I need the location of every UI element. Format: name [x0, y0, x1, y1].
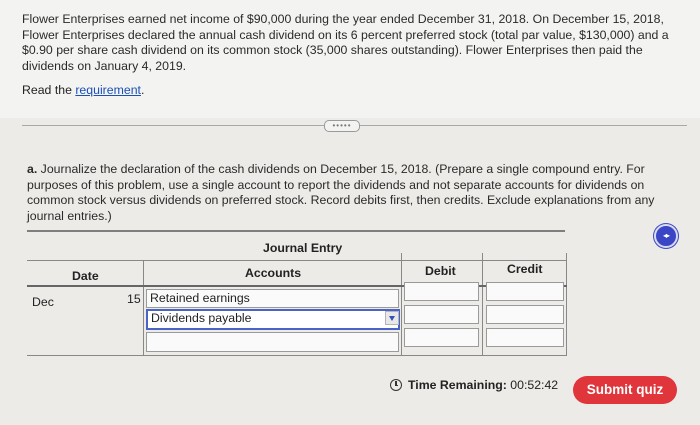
journal-bottom-rule — [27, 355, 567, 356]
column-divider — [482, 253, 483, 355]
header-date: Date — [72, 269, 99, 283]
nav-icon: ◂▸ — [662, 231, 670, 240]
column-divider — [566, 253, 567, 355]
requirement-link[interactable]: requirement — [75, 83, 141, 97]
debit-input-row1[interactable] — [404, 282, 479, 301]
time-remaining — [390, 378, 558, 392]
journal-title: Journal Entry — [263, 241, 343, 255]
credit-input-row3[interactable] — [486, 328, 564, 347]
credit-input-row1[interactable] — [486, 282, 564, 301]
expand-button[interactable]: ••••• — [324, 120, 360, 132]
read-prefix: Read the — [22, 83, 76, 97]
clock-icon — [390, 379, 402, 391]
column-divider — [143, 261, 144, 355]
timer-value: 00:52:42 — [510, 378, 559, 392]
account-input-row3[interactable] — [146, 332, 399, 352]
read-requirement — [22, 83, 144, 97]
header-debit: Debit — [425, 264, 456, 278]
credit-input-row2[interactable] — [486, 305, 564, 324]
instructions — [27, 162, 657, 224]
debit-input-row3[interactable] — [404, 328, 479, 347]
read-suffix: . — [140, 83, 145, 97]
instructions-underline — [27, 230, 565, 232]
account-select-row2[interactable]: Dividends payable — [146, 309, 400, 330]
date-day: 15 — [127, 292, 141, 306]
column-divider — [401, 253, 402, 355]
header-credit: Credit — [507, 262, 543, 276]
nav-button[interactable] — [654, 224, 678, 248]
journal-top-rule — [27, 260, 567, 261]
date-month: Dec — [32, 295, 54, 309]
timer-label: Time Remaining: — [408, 378, 511, 392]
debit-input-row2[interactable] — [404, 305, 479, 324]
part-label: a. — [27, 162, 38, 176]
problem-text: Flower Enterprises earned net income of $90,000 during the year ended December 31, 2018. On December 15, 2018, Flower Enterprises declared the annual cash dividend on its 6 percent preferred stock (total par value, $130,000) and a $0.90 per share cash dividend on its common stock (35,000 shares outstanding). Flower Enterprises then paid the dividends on January 4, 2019. — [22, 12, 669, 73]
header-accounts: Accounts — [245, 266, 302, 280]
chevron-down-icon[interactable] — [385, 311, 399, 325]
submit-quiz-button[interactable]: Submit quiz — [573, 376, 677, 404]
account-input-row1[interactable]: Retained earnings — [146, 289, 399, 308]
instructions-text: Journalize the declaration of the cash dividends on December 15, 2018. (Prepare a single compound entry. For purposes of this problem, use a single account to report the dividends and not separate accounts for dividends on common stock versus dividends on preferred stock. Record debits first, then credits. Exclude explanations from any journal entries.) — [27, 162, 655, 223]
